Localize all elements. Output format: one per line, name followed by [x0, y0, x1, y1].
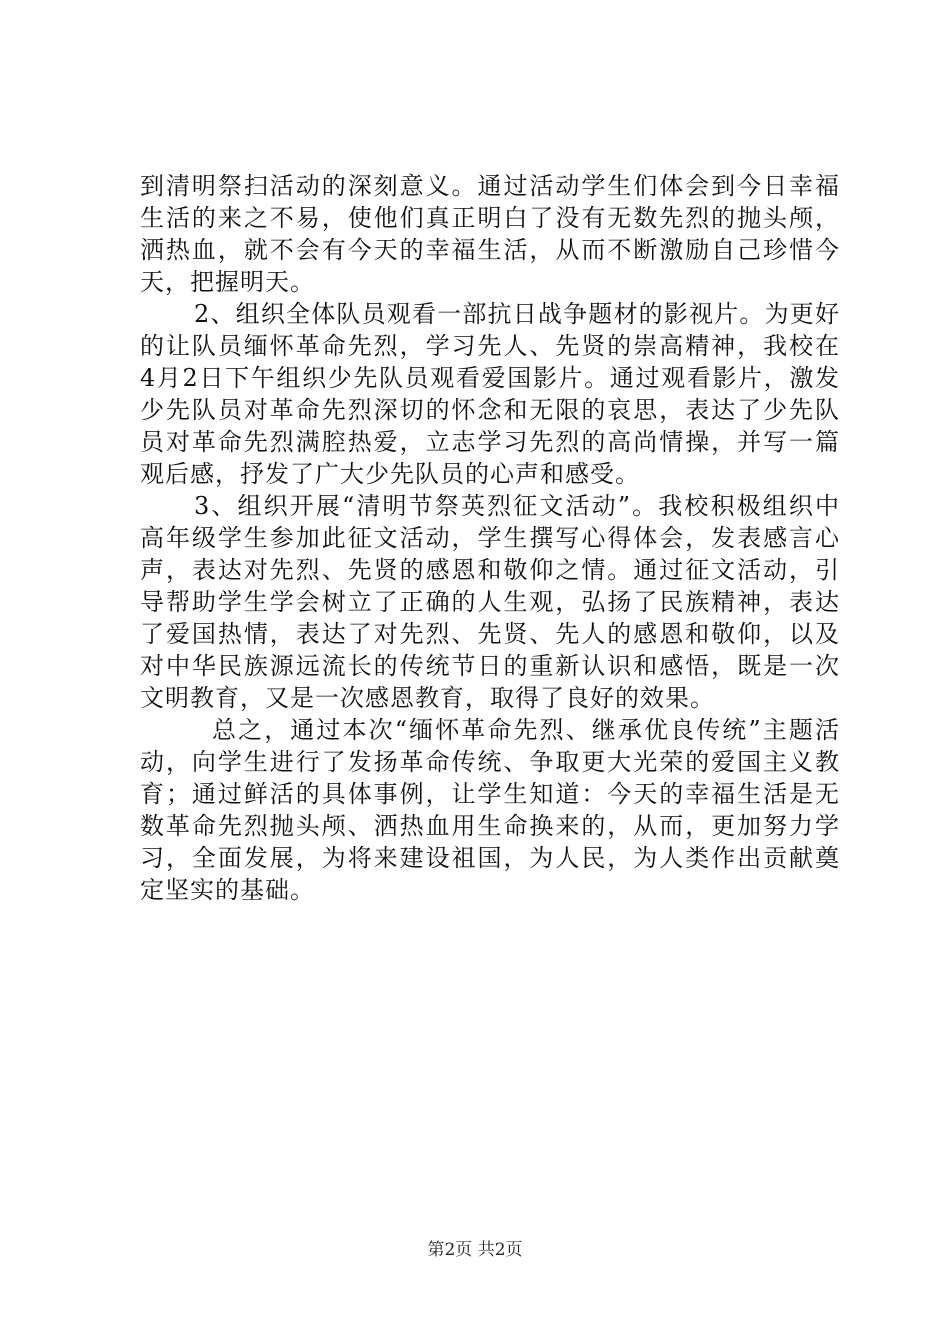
text-line: 动，向学生进行了发扬革命传统、争取更大光荣的爱国主义教: [140, 748, 840, 776]
text-line: 习，全面发展，为将来建设祖国，为人民，为人类作出贡献奠: [140, 844, 840, 872]
paragraph-start-line: 3、组织开展“清明节祭英烈征文活动”。我校积极组织中: [194, 492, 840, 520]
text-line: 育；通过鲜活的具体事例，让学生知道：今天的幸福生活是无: [140, 780, 840, 808]
text-line: 高年级学生参加此征文活动，学生撰写心得体会，发表感言心: [140, 524, 840, 552]
text-line: 少先队员对革命先烈深切的怀念和无限的哀思，表达了少先队: [140, 396, 840, 424]
text-line: 天，把握明天。: [140, 268, 315, 296]
paragraph-start-line: 总之，通过本次“缅怀革命先烈、继承优良传统”主题活: [212, 716, 840, 744]
text-line: 导帮助学生学会树立了正确的人生观，弘扬了民族精神，表达: [140, 588, 840, 616]
text-line: 的让队员缅怀革命先烈，学习先人、先贤的崇高精神，我校在: [140, 332, 840, 360]
text-line: 生活的来之不易，使他们真正明白了没有无数先烈的抛头颅，: [140, 204, 840, 232]
text-line: 声，表达对先烈、先贤的感恩和敬仰之情。通过征文活动，引: [140, 556, 840, 584]
text-line: 员对革命先烈满腔热爱，立志学习先烈的高尚情操，并写一篇: [140, 428, 840, 456]
page-footer: 第2页 共2页: [427, 1240, 523, 1260]
text-line: 洒热血，就不会有今天的幸福生活，从而不断激励自己珍惜今: [140, 236, 840, 264]
text-line: 数革命先烈抛头颅、洒热血用生命换来的，从而，更加努力学: [140, 812, 840, 840]
text-line: 观后感，抒发了广大少先队员的心声和感受。: [140, 460, 640, 488]
paragraph-start-line: 2、组织全体队员观看一部抗日战争题材的影视片。为更好: [194, 300, 840, 328]
text-line: 到清明祭扫活动的深刻意义。通过活动学生们体会到今日幸福: [140, 172, 840, 200]
text-line: 对中华民族源远流长的传统节日的重新认识和感悟，既是一次: [140, 652, 840, 680]
text-line: 定坚实的基础。: [140, 876, 315, 904]
document-body: [140, 170, 840, 906]
text-line: 文明教育，又是一次感恩教育，取得了良好的效果。: [140, 684, 715, 712]
text-line: 了爱国热情，表达了对先烈、先贤、先人的感恩和敬仰，以及: [140, 620, 840, 648]
text-line: 4月2日下午组织少先队员观看爱国影片。通过观看影片，激发: [140, 364, 840, 392]
